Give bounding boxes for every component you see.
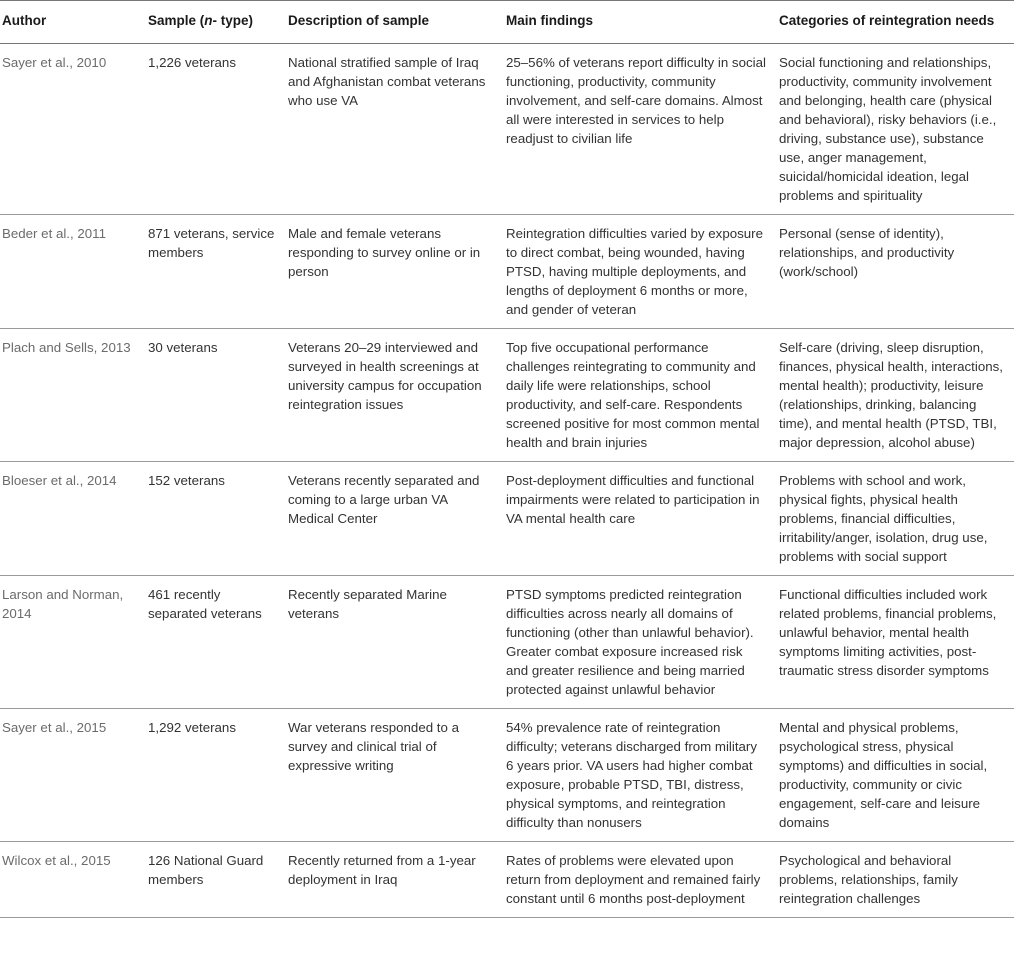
header-findings: Main findings [500,1,773,44]
cell-findings: PTSD symptoms predicted reintegration difficulties across nearly all domains of functioning (other than unlawful behavior). Greater combat exposure increased risk and greater resilience and being married protected against unlawful behavior [500,576,773,709]
table-row [0,329,1014,462]
cell-findings: Reintegration difficulties varied by exposure to direct combat, being wounded, having PTSD, having multiple deployments, and lengths of deployment 6 months or more, and gender of veteran [500,215,773,329]
cell-description: Veterans recently separated and coming to a large urban VA Medical Center [282,462,500,576]
cell-findings: Post-deployment difficulties and functional impairments were related to participation in VA mental health care [500,462,773,576]
cell-findings: Rates of problems were elevated upon return from deployment and remained fairly constant until 6 months post-deployment [500,842,773,918]
cell-findings: Top five occupational performance challenges reintegrating to community and daily life were relationships, school productivity, and self-care. Respondents screened positive for most common mental health and brain injuries [500,329,773,462]
table-row [0,462,1014,576]
table-row [0,842,1014,918]
table-row [0,709,1014,842]
cell-categories: Social functioning and relationships, productivity, community involvement and belonging, health care (physical and behavioral), risky behaviors (i.e., driving, substance use), substance use, anger management, suicidal/homicidal ideation, legal problems and spirituality [773,44,1014,215]
cell-sample: 152 veterans [142,462,282,576]
cell-author: Sayer et al., 2015 [0,709,142,842]
header-sample [142,1,282,44]
cell-author: Plach and Sells, 2013 [0,329,142,462]
header-sample-suffix: - type) [212,13,254,28]
table-header-row [0,1,1014,44]
table-row [0,576,1014,709]
cell-sample: 30 veterans [142,329,282,462]
table-row [0,44,1014,215]
cell-findings: 25–56% of veterans report difficulty in social functioning, productivity, community involvement, and self-care domains. Almost all were interested in services to help readjust to civilian life [500,44,773,215]
cell-description: Veterans 20–29 interviewed and surveyed in health screenings at university campus for occupation reintegration issues [282,329,500,462]
table-row [0,215,1014,329]
header-sample-italic: n [204,13,213,28]
cell-findings: 54% prevalence rate of reintegration difficulty; veterans discharged from military 6 years prior. VA users had higher combat exposure, probable PTSD, TBI, distress, physical symptoms, and reintegration difficulty than nonusers [500,709,773,842]
cell-author: Wilcox et al., 2015 [0,842,142,918]
cell-author: Beder et al., 2011 [0,215,142,329]
cell-categories: Problems with school and work, physical fights, physical health problems, financial difficulties, irritability/anger, isolation, drug use, problems with social support [773,462,1014,576]
cell-sample: 1,292 veterans [142,709,282,842]
cell-description: Recently separated Marine veterans [282,576,500,709]
cell-description: National stratified sample of Iraq and Afghanistan combat veterans who use VA [282,44,500,215]
cell-author: Bloeser et al., 2014 [0,462,142,576]
header-sample-prefix: Sample ( [148,13,205,28]
cell-categories: Psychological and behavioral problems, relationships, family reintegration challenges [773,842,1014,918]
cell-sample: 1,226 veterans [142,44,282,215]
header-categories: Categories of reintegration needs [773,1,1014,44]
cell-author: Larson and Norman, 2014 [0,576,142,709]
cell-description: Recently returned from a 1-year deployment in Iraq [282,842,500,918]
cell-author: Sayer et al., 2010 [0,44,142,215]
cell-categories: Functional difficulties included work related problems, financial problems, unlawful behavior, mental health symptoms limiting activities, post-traumatic stress disorder symptoms [773,576,1014,709]
cell-categories: Personal (sense of identity), relationships, and productivity (work/school) [773,215,1014,329]
cell-description: War veterans responded to a survey and clinical trial of expressive writing [282,709,500,842]
cell-sample: 461 recently separated veterans [142,576,282,709]
cell-categories: Self-care (driving, sleep disruption, finances, physical health, interactions, mental health); productivity, leisure (relationships, drinking, balancing time), and mental health (PTSD, TBI, major depression, alcohol abuse) [773,329,1014,462]
cell-sample: 871 veterans, service members [142,215,282,329]
header-description: Description of sample [282,1,500,44]
cell-description: Male and female veterans responding to survey online or in person [282,215,500,329]
cell-sample: 126 National Guard members [142,842,282,918]
cell-categories: Mental and physical problems, psychological stress, physical symptoms) and difficulties in social, productivity, community or civic engagement, self-care and leisure domains [773,709,1014,842]
header-author: Author [0,1,142,44]
